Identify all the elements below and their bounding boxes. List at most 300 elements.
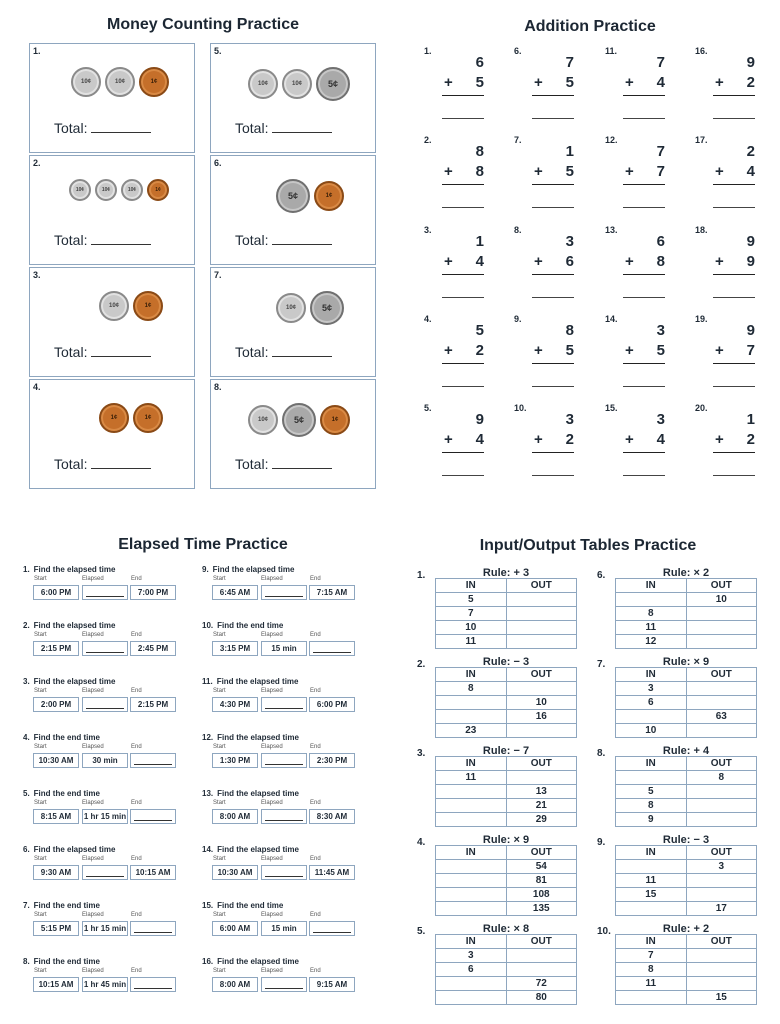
out-cell: 13 xyxy=(506,785,577,799)
answer-blank[interactable] xyxy=(442,475,484,476)
start-label: Start xyxy=(34,912,47,918)
addition-problem xyxy=(605,135,665,215)
heading-text: Find the elapsed time xyxy=(217,733,299,742)
elapsed-time-box[interactable] xyxy=(82,585,128,600)
table-row xyxy=(436,860,577,874)
addend-bottom: 4 xyxy=(656,431,665,448)
out-header: OUT xyxy=(506,846,577,860)
total-answer-blank[interactable] xyxy=(272,244,332,245)
out-cell[interactable] xyxy=(506,724,577,738)
table-row xyxy=(436,607,577,621)
elapsed-problem xyxy=(23,733,183,781)
sum-line xyxy=(713,452,755,453)
out-header: OUT xyxy=(686,579,757,593)
addend-bottom: 2 xyxy=(565,431,574,448)
problem-number: 9. xyxy=(202,565,209,574)
out-cell[interactable] xyxy=(506,593,577,607)
total-label: Total: xyxy=(235,344,269,360)
table-row xyxy=(436,977,577,991)
elapsed-answer-blank[interactable] xyxy=(265,980,303,989)
elapsed-time-box[interactable] xyxy=(261,865,307,880)
start-time-box: 10:15 AM xyxy=(33,977,79,992)
out-cell: 21 xyxy=(506,799,577,813)
start-time-box: 10:30 AM xyxy=(212,865,258,880)
total-answer-blank[interactable] xyxy=(91,356,151,357)
penny-coin-icon: 1¢ xyxy=(133,291,163,321)
addend-bottom: 4 xyxy=(656,74,665,91)
total-answer-blank[interactable] xyxy=(272,468,332,469)
answer-blank[interactable] xyxy=(442,297,484,298)
plus-sign: + xyxy=(625,74,634,91)
in-cell: 5 xyxy=(436,593,507,607)
money-problem xyxy=(29,155,195,265)
in-cell[interactable] xyxy=(436,977,507,991)
problem-number: 15. xyxy=(202,901,214,910)
in-cell: 8 xyxy=(616,963,687,977)
problem-heading xyxy=(23,957,100,966)
answer-blank[interactable] xyxy=(713,386,755,387)
plus-sign: + xyxy=(534,431,543,448)
in-cell[interactable] xyxy=(436,799,507,813)
elapsed-time-box[interactable] xyxy=(261,753,307,768)
table-row xyxy=(616,860,757,874)
addition-problem xyxy=(424,225,484,305)
end-answer-blank[interactable] xyxy=(134,924,172,933)
rule-label: Rule: × 8 xyxy=(482,923,530,935)
table-row xyxy=(436,621,577,635)
start-label: Start xyxy=(34,688,47,694)
table-row xyxy=(436,785,577,799)
in-cell[interactable] xyxy=(436,991,507,1005)
addition-problem xyxy=(695,403,755,483)
addend-top: 9 xyxy=(746,54,755,71)
in-cell[interactable] xyxy=(616,902,687,916)
end-label: End xyxy=(310,744,321,750)
money-problem xyxy=(29,267,195,377)
end-time-box[interactable] xyxy=(130,753,176,768)
elapsed-label: Elapsed xyxy=(261,632,283,638)
problem-number: 14. xyxy=(202,845,214,854)
sum-line xyxy=(532,184,574,185)
money-problem xyxy=(210,43,376,153)
addend-top: 9 xyxy=(475,411,484,428)
table-row xyxy=(436,593,577,607)
table-row xyxy=(436,949,577,963)
out-cell[interactable] xyxy=(506,949,577,963)
money-problem xyxy=(210,379,376,489)
elapsed-problem xyxy=(23,621,183,669)
table-row xyxy=(436,696,577,710)
out-cell[interactable] xyxy=(686,682,757,696)
sum-line xyxy=(442,452,484,453)
in-cell[interactable] xyxy=(616,860,687,874)
elapsed-label: Elapsed xyxy=(82,912,104,918)
out-cell[interactable] xyxy=(686,635,757,649)
problem-number: 19. xyxy=(695,314,708,324)
elapsed-time-box: 30 min xyxy=(82,753,128,768)
out-cell[interactable] xyxy=(506,682,577,696)
addend-top: 1 xyxy=(565,143,574,160)
table-row xyxy=(616,771,757,785)
heading-text: Find the elapsed time xyxy=(212,565,295,574)
end-answer-blank[interactable] xyxy=(134,756,172,765)
io-table-problem xyxy=(597,656,757,747)
elapsed-answer-blank[interactable] xyxy=(265,588,303,597)
problem-heading xyxy=(202,621,283,630)
dime-coin-icon: 10¢ xyxy=(71,67,101,97)
addition-problem xyxy=(695,46,755,126)
plus-sign: + xyxy=(715,74,724,91)
in-header: IN xyxy=(616,579,687,593)
addend-bottom: 5 xyxy=(475,74,484,91)
elapsed-answer-blank[interactable] xyxy=(86,588,124,597)
out-cell[interactable] xyxy=(506,607,577,621)
end-label: End xyxy=(131,632,142,638)
in-cell[interactable] xyxy=(616,593,687,607)
answer-blank[interactable] xyxy=(713,475,755,476)
total-answer-blank[interactable] xyxy=(272,132,332,133)
out-cell[interactable] xyxy=(686,963,757,977)
problem-number: 1. xyxy=(424,46,432,56)
total-answer-blank[interactable] xyxy=(91,244,151,245)
plus-sign: + xyxy=(715,342,724,359)
out-cell[interactable] xyxy=(506,963,577,977)
table-row xyxy=(616,813,757,827)
problem-number: 6. xyxy=(214,158,222,168)
problem-number: 1. xyxy=(33,46,41,56)
out-header: OUT xyxy=(686,846,757,860)
problem-number: 2. xyxy=(33,158,41,168)
total-label: Total: xyxy=(54,232,88,248)
addend-bottom: 7 xyxy=(656,163,665,180)
plus-sign: + xyxy=(625,163,634,180)
start-label: Start xyxy=(34,632,47,638)
io-table-problem xyxy=(417,567,577,658)
elapsed-time-box[interactable] xyxy=(261,977,307,992)
start-label: Start xyxy=(213,800,226,806)
heading-text: Find the elapsed time xyxy=(33,565,116,574)
answer-blank[interactable] xyxy=(532,118,574,119)
elapsed-answer-blank[interactable] xyxy=(265,700,303,709)
io-table-problem xyxy=(417,923,577,1014)
problem-number: 4. xyxy=(23,733,30,742)
out-cell: 108 xyxy=(506,888,577,902)
sum-line xyxy=(623,184,665,185)
sum-line xyxy=(623,363,665,364)
elapsed-time-box[interactable] xyxy=(82,865,128,880)
dime-coin-icon: 10¢ xyxy=(276,293,306,323)
out-cell[interactable] xyxy=(686,607,757,621)
rule-label: Rule: × 9 xyxy=(662,656,710,668)
addend-top: 3 xyxy=(656,322,665,339)
addend-bottom: 4 xyxy=(475,431,484,448)
table-row xyxy=(616,710,757,724)
elapsed-label: Elapsed xyxy=(261,688,283,694)
end-answer-blank[interactable] xyxy=(134,980,172,989)
problem-number: 3. xyxy=(33,270,41,280)
io-table xyxy=(435,578,577,649)
rule-label: Rule: − 7 xyxy=(482,745,530,757)
sum-line xyxy=(532,363,574,364)
problem-number: 7. xyxy=(597,659,606,670)
in-header: IN xyxy=(436,579,507,593)
in-cell: 6 xyxy=(616,696,687,710)
problem-number: 2. xyxy=(424,135,432,145)
out-cell[interactable] xyxy=(686,977,757,991)
answer-blank[interactable] xyxy=(713,207,755,208)
sum-line xyxy=(713,274,755,275)
in-cell[interactable] xyxy=(436,696,507,710)
out-cell[interactable] xyxy=(686,785,757,799)
dime-coin-icon: 10¢ xyxy=(282,69,312,99)
in-cell[interactable] xyxy=(436,888,507,902)
answer-blank[interactable] xyxy=(442,386,484,387)
problem-number: 3. xyxy=(417,748,426,759)
in-cell[interactable] xyxy=(436,785,507,799)
end-answer-blank[interactable] xyxy=(313,924,351,933)
out-cell: 63 xyxy=(686,710,757,724)
in-cell[interactable] xyxy=(436,874,507,888)
plus-sign: + xyxy=(534,342,543,359)
out-cell[interactable] xyxy=(686,621,757,635)
elapsed-time-box[interactable] xyxy=(261,809,307,824)
total-answer-blank[interactable] xyxy=(91,132,151,133)
heading-text: Find the elapsed time xyxy=(33,621,116,630)
total-answer-blank[interactable] xyxy=(272,356,332,357)
problem-number: 3. xyxy=(23,677,30,686)
heading-text: Find the end time xyxy=(33,901,100,910)
addition-problem xyxy=(424,403,484,483)
answer-blank[interactable] xyxy=(532,207,574,208)
in-cell[interactable] xyxy=(616,991,687,1005)
in-cell[interactable] xyxy=(436,813,507,827)
end-time-box[interactable] xyxy=(130,977,176,992)
in-header: IN xyxy=(616,668,687,682)
addend-top: 5 xyxy=(475,322,484,339)
out-cell[interactable] xyxy=(686,696,757,710)
money-problem xyxy=(210,155,376,265)
elapsed-answer-blank[interactable] xyxy=(86,644,124,653)
table-row xyxy=(616,902,757,916)
end-time-box[interactable] xyxy=(130,921,176,936)
in-cell: 5 xyxy=(616,785,687,799)
table-row xyxy=(616,963,757,977)
coin-group xyxy=(276,179,348,213)
in-header: IN xyxy=(436,668,507,682)
table-row xyxy=(436,874,577,888)
total-answer-blank[interactable] xyxy=(91,468,151,469)
problem-heading xyxy=(23,565,115,574)
end-answer-blank[interactable] xyxy=(134,812,172,821)
elapsed-time-box: 15 min xyxy=(261,641,307,656)
answer-blank[interactable] xyxy=(623,386,665,387)
in-cell: 11 xyxy=(616,621,687,635)
start-label: Start xyxy=(34,968,47,974)
start-label: Start xyxy=(34,856,47,862)
total-label: Total: xyxy=(54,344,88,360)
end-time-box[interactable] xyxy=(309,641,355,656)
start-time-box: 6:45 AM xyxy=(212,585,258,600)
out-cell[interactable] xyxy=(506,621,577,635)
addition-problem xyxy=(605,314,665,394)
start-label: Start xyxy=(34,576,47,582)
end-time-box: 9:15 AM xyxy=(309,977,355,992)
answer-blank[interactable] xyxy=(713,297,755,298)
out-cell[interactable] xyxy=(686,949,757,963)
total-line xyxy=(235,456,332,472)
start-label: Start xyxy=(34,744,47,750)
plus-sign: + xyxy=(625,253,634,270)
end-time-box[interactable] xyxy=(309,921,355,936)
answer-blank[interactable] xyxy=(442,207,484,208)
io-table xyxy=(615,845,757,916)
in-header: IN xyxy=(436,757,507,771)
addend-top: 2 xyxy=(746,143,755,160)
nickel-coin-icon: 5¢ xyxy=(276,179,310,213)
out-cell[interactable] xyxy=(506,771,577,785)
out-cell[interactable] xyxy=(686,888,757,902)
total-label: Total: xyxy=(54,120,88,136)
answer-blank[interactable] xyxy=(713,118,755,119)
out-cell[interactable] xyxy=(686,813,757,827)
elapsed-time-box[interactable] xyxy=(82,697,128,712)
elapsed-time-box[interactable] xyxy=(261,585,307,600)
total-label: Total: xyxy=(235,232,269,248)
problem-number: 8. xyxy=(597,748,606,759)
addition-problem xyxy=(514,403,574,483)
problem-heading xyxy=(23,621,115,630)
elapsed-time-box[interactable] xyxy=(261,697,307,712)
addition-problem xyxy=(695,225,755,305)
start-label: Start xyxy=(213,576,226,582)
table-row xyxy=(616,696,757,710)
dime-coin-icon: 10¢ xyxy=(69,179,91,201)
plus-sign: + xyxy=(444,74,453,91)
total-label: Total: xyxy=(235,456,269,472)
elapsed-label: Elapsed xyxy=(261,744,283,750)
coin-group xyxy=(71,67,173,97)
table-row xyxy=(436,682,577,696)
end-label: End xyxy=(310,912,321,918)
io-table-problem xyxy=(597,567,757,658)
end-answer-blank[interactable] xyxy=(313,644,351,653)
answer-blank[interactable] xyxy=(623,118,665,119)
table-row xyxy=(616,888,757,902)
elapsed-label: Elapsed xyxy=(82,744,104,750)
in-cell[interactable] xyxy=(436,902,507,916)
problem-heading xyxy=(202,733,299,742)
end-label: End xyxy=(310,968,321,974)
out-cell[interactable] xyxy=(506,635,577,649)
elapsed-answer-blank[interactable] xyxy=(265,756,303,765)
answer-blank[interactable] xyxy=(532,386,574,387)
addition-problem xyxy=(695,314,755,394)
out-cell[interactable] xyxy=(686,799,757,813)
answer-blank[interactable] xyxy=(532,297,574,298)
out-cell: 10 xyxy=(506,696,577,710)
elapsed-answer-blank[interactable] xyxy=(86,868,124,877)
problem-number: 13. xyxy=(202,789,214,798)
table-row xyxy=(436,813,577,827)
addend-top: 7 xyxy=(656,54,665,71)
total-line xyxy=(54,456,151,472)
addition-problem xyxy=(514,46,574,126)
in-cell[interactable] xyxy=(616,710,687,724)
elapsed-label: Elapsed xyxy=(82,688,104,694)
end-time-box: 10:15 AM xyxy=(130,865,176,880)
elapsed-label: Elapsed xyxy=(82,800,104,806)
addition-problem xyxy=(605,403,665,483)
elapsed-answer-blank[interactable] xyxy=(86,700,124,709)
table-row xyxy=(436,963,577,977)
in-cell: 12 xyxy=(616,635,687,649)
io-table xyxy=(615,578,757,649)
total-line xyxy=(54,232,151,248)
end-time-box: 2:30 PM xyxy=(309,753,355,768)
problem-number: 8. xyxy=(214,382,222,392)
out-header: OUT xyxy=(506,668,577,682)
start-time-box: 8:00 AM xyxy=(212,809,258,824)
in-cell[interactable] xyxy=(436,710,507,724)
io-table xyxy=(435,756,577,827)
out-cell[interactable] xyxy=(686,874,757,888)
in-cell: 3 xyxy=(616,682,687,696)
problem-heading xyxy=(23,789,100,798)
start-time-box: 1:30 PM xyxy=(212,753,258,768)
answer-blank[interactable] xyxy=(442,118,484,119)
dime-coin-icon: 10¢ xyxy=(99,291,129,321)
in-cell[interactable] xyxy=(436,860,507,874)
dime-coin-icon: 10¢ xyxy=(248,405,278,435)
end-label: End xyxy=(131,912,142,918)
io-table xyxy=(435,845,577,916)
addend-bottom: 5 xyxy=(565,342,574,359)
problem-number: 11. xyxy=(202,677,213,686)
start-time-box: 8:15 AM xyxy=(33,809,79,824)
plus-sign: + xyxy=(715,163,724,180)
problem-number: 7. xyxy=(214,270,222,280)
end-time-box: 2:15 PM xyxy=(130,697,176,712)
answer-blank[interactable] xyxy=(623,297,665,298)
money-problem xyxy=(29,43,195,153)
elapsed-answer-blank[interactable] xyxy=(265,812,303,821)
addition-problem xyxy=(424,314,484,394)
end-time-box[interactable] xyxy=(130,809,176,824)
plus-sign: + xyxy=(625,431,634,448)
table-row xyxy=(616,799,757,813)
in-cell: 8 xyxy=(616,799,687,813)
table-row xyxy=(616,682,757,696)
heading-text: Find the elapsed time xyxy=(33,677,116,686)
out-header: OUT xyxy=(686,935,757,949)
total-label: Total: xyxy=(54,456,88,472)
answer-blank[interactable] xyxy=(623,207,665,208)
addend-bottom: 4 xyxy=(475,253,484,270)
answer-blank[interactable] xyxy=(623,475,665,476)
coin-group xyxy=(99,403,167,433)
out-cell[interactable] xyxy=(686,724,757,738)
elapsed-answer-blank[interactable] xyxy=(265,868,303,877)
answer-blank[interactable] xyxy=(532,475,574,476)
problem-number: 18. xyxy=(695,225,708,235)
penny-coin-icon: 1¢ xyxy=(147,179,169,201)
elapsed-time-box[interactable] xyxy=(82,641,128,656)
elapsed-label: Elapsed xyxy=(261,856,283,862)
heading-text: Find the elapsed time xyxy=(217,789,299,798)
out-header: OUT xyxy=(686,668,757,682)
in-cell[interactable] xyxy=(616,771,687,785)
out-cell: 72 xyxy=(506,977,577,991)
